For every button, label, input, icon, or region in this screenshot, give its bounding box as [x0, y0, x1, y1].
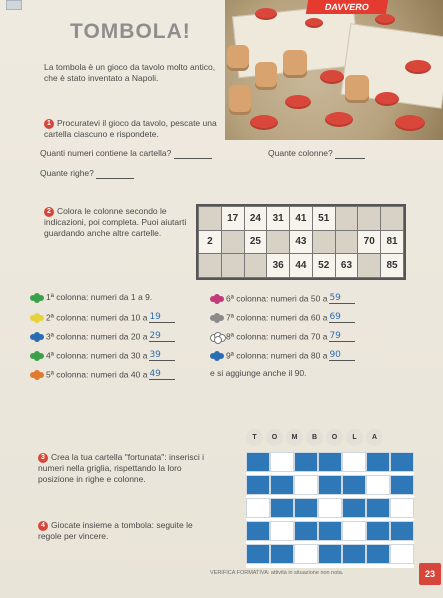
column-item	[30, 368, 175, 380]
grid-cell[interactable]	[390, 475, 414, 495]
column-answer-field[interactable]	[149, 368, 175, 380]
cartella-cell[interactable]: 52	[312, 254, 335, 278]
grid-cell[interactable]	[342, 544, 366, 564]
task1-question-numeri	[40, 148, 212, 159]
cartella-cell[interactable]: 63	[335, 254, 358, 278]
clover-icon	[30, 351, 44, 361]
cartella-row	[199, 230, 404, 254]
letter-circle: O	[326, 429, 343, 446]
cartella-cell[interactable]: 36	[267, 254, 290, 278]
grid-cell[interactable]	[366, 544, 390, 564]
column-item	[210, 349, 355, 361]
cartella-cell[interactable]: 25	[244, 230, 267, 254]
cartella-cell[interactable]	[199, 207, 222, 231]
grid-cell[interactable]	[366, 475, 390, 495]
column-answer: 59	[329, 293, 341, 303]
column-answer: 19	[149, 312, 161, 322]
cartella-cell[interactable]: 31	[267, 207, 290, 231]
cartella-cell[interactable]	[358, 254, 381, 278]
task3-text	[38, 452, 213, 485]
cartella-row	[199, 207, 404, 231]
column-item	[30, 330, 175, 342]
fortunata-grid[interactable]	[246, 434, 414, 568]
tombola-letters	[246, 426, 414, 448]
column-answer: 49	[149, 369, 161, 379]
cartella-cell[interactable]: 51	[312, 207, 335, 231]
tombola-photo	[225, 0, 443, 140]
column-answer: 29	[149, 331, 161, 341]
column-text: 5ª colonna: numeri da 40 a	[46, 369, 148, 380]
clover-icon	[210, 294, 224, 304]
cartella-row	[199, 254, 404, 278]
grid-cell[interactable]	[294, 475, 318, 495]
grid-cell[interactable]	[366, 452, 390, 472]
grid-cell[interactable]	[270, 475, 294, 495]
task1-text	[44, 118, 229, 140]
column-text: e si aggiunge anche il 90.	[210, 368, 307, 378]
column-text: 9ª colonna: numeri da 80 a	[226, 350, 328, 361]
intro-text: La tombola è un gioco da tavolo molto antico, che è stato inventato a Napoli.	[44, 62, 216, 83]
column-item	[210, 292, 355, 304]
grid-cell[interactable]	[366, 521, 390, 541]
column-answer-field[interactable]	[329, 292, 355, 304]
grid-cell[interactable]	[270, 521, 294, 541]
task2-text	[44, 206, 194, 239]
column-answer: 69	[329, 312, 341, 322]
grid-cell[interactable]	[246, 521, 270, 541]
cartella-cell[interactable]	[199, 254, 222, 278]
column-text: 6ª colonna: numeri da 50 a	[226, 293, 328, 304]
grid-cell[interactable]	[342, 452, 366, 472]
column-answer-field[interactable]	[149, 349, 175, 361]
letter-circle: T	[246, 429, 263, 446]
task3-instruction: Crea la tua cartella "fortunata": inserisci i numeri nella griglia, rispettando la loro posizione in righe e colonne.	[38, 452, 204, 484]
cartella-table	[196, 204, 406, 280]
cartella-cell[interactable]	[335, 230, 358, 254]
task1-number: 1	[44, 119, 54, 129]
cartella-cell[interactable]: 41	[290, 207, 313, 231]
cartella-cell[interactable]	[335, 207, 358, 231]
task2-number: 2	[44, 207, 54, 217]
grid-cell[interactable]	[270, 498, 294, 518]
page-title: TOMBOLA!	[70, 20, 191, 43]
cartella-cell[interactable]	[221, 254, 244, 278]
column-item	[30, 349, 175, 361]
task4-number: 4	[38, 521, 48, 531]
page-number: 23	[419, 563, 441, 585]
column-answer-field[interactable]	[149, 311, 175, 323]
cartella-cell[interactable]: 85	[381, 254, 404, 278]
grid-cell[interactable]	[270, 544, 294, 564]
task4-instruction: Giocate insieme a tombola: seguite le regole per vincere.	[38, 520, 193, 541]
grid-cell[interactable]	[390, 498, 414, 518]
task1-instruction: Procuratevi il gioco da tavolo, pescate una cartella ciascuno e rispondete.	[44, 118, 217, 139]
grid-cell[interactable]	[246, 498, 270, 518]
task4-text	[38, 520, 208, 542]
cartella-cell[interactable]	[221, 230, 244, 254]
grid-cell[interactable]	[342, 521, 366, 541]
letter-circle: O	[266, 429, 283, 446]
grid-cell[interactable]	[390, 452, 414, 472]
letter-circle: A	[366, 429, 383, 446]
clover-icon	[30, 293, 44, 303]
grid-cell[interactable]	[246, 452, 270, 472]
task2-instruction: Colora le colonne secondo le indicazioni, poi completa. Puoi aiutarti guardando anche altre cartelle.	[44, 206, 187, 238]
question-numeri: Quanti numeri contiene la cartella?	[40, 148, 172, 158]
publisher-logo	[6, 0, 22, 10]
cartella-cell[interactable]: 44	[290, 254, 313, 278]
clover-icon	[30, 313, 44, 323]
task1-question-colonne	[268, 148, 365, 159]
cartella-cell[interactable]	[312, 230, 335, 254]
grid-cell[interactable]	[294, 452, 318, 472]
column-text: 2ª colonna: numeri da 10 a	[46, 312, 148, 323]
cartella-cell[interactable]: 43	[290, 230, 313, 254]
grid-cell[interactable]	[318, 475, 342, 495]
cartella-cell[interactable]: 70	[358, 230, 381, 254]
clover-icon	[30, 332, 44, 342]
column-item	[210, 368, 306, 378]
column-text: 7ª colonna: numeri da 60 a	[226, 312, 328, 323]
letter-circle: B	[306, 429, 323, 446]
grid-cell[interactable]	[318, 498, 342, 518]
column-answer-field[interactable]	[329, 330, 355, 342]
grid-cell[interactable]	[390, 521, 414, 541]
cartella-cell[interactable]: 24	[244, 207, 267, 231]
clover-icon	[210, 351, 224, 361]
column-item	[30, 311, 175, 323]
column-answer: 90	[329, 350, 341, 360]
column-answer-field[interactable]	[149, 330, 175, 342]
grid-cell[interactable]	[246, 475, 270, 495]
answer-numeri-field[interactable]	[174, 158, 212, 159]
grid-cell[interactable]	[342, 475, 366, 495]
grid-cell[interactable]	[342, 498, 366, 518]
column-item	[210, 311, 355, 323]
answer-colonne-field[interactable]	[335, 158, 365, 159]
grid-cell[interactable]	[270, 452, 294, 472]
letter-circle: M	[286, 429, 303, 446]
column-text: 1ª colonna: numeri da 1 a 9.	[46, 292, 153, 302]
grid-cell[interactable]	[294, 521, 318, 541]
task3-number: 3	[38, 453, 48, 463]
grid-cell[interactable]	[318, 521, 342, 541]
grid-cell[interactable]	[390, 544, 414, 564]
clover-icon	[210, 332, 224, 342]
letter-circle: L	[346, 429, 363, 446]
column-text: 8ª colonna: numeri da 70 a	[226, 331, 328, 342]
answer-righe-field[interactable]	[96, 178, 134, 179]
grid-cell[interactable]	[294, 498, 318, 518]
cartella-cell[interactable]: 2	[199, 230, 222, 254]
cartella-cell[interactable]: 17	[221, 207, 244, 231]
clover-icon	[210, 313, 224, 323]
grid-cell[interactable]	[318, 452, 342, 472]
question-colonne: Quante colonne?	[268, 148, 333, 158]
grid-cell[interactable]	[246, 544, 270, 564]
grid-cell[interactable]	[294, 544, 318, 564]
clover-icon	[30, 370, 44, 380]
column-text: 3ª colonna: numeri da 20 a	[46, 331, 148, 342]
cartella-cell[interactable]	[244, 254, 267, 278]
column-item	[210, 330, 355, 342]
cartella-cell[interactable]	[267, 230, 290, 254]
banner-davvero: DAVVERO	[306, 0, 388, 14]
cartella-cell[interactable]	[381, 207, 404, 231]
column-item	[30, 292, 152, 303]
cartella-cell[interactable]: 81	[381, 230, 404, 254]
column-answer-field[interactable]	[329, 349, 355, 361]
question-righe: Quante righe?	[40, 168, 94, 178]
column-answer: 79	[329, 331, 341, 341]
column-text: 4ª colonna: numeri da 30 a	[46, 350, 148, 361]
column-answer-field[interactable]	[329, 311, 355, 323]
cartella-cell[interactable]	[358, 207, 381, 231]
grid-cell[interactable]	[366, 498, 390, 518]
task1-question-righe	[40, 168, 134, 179]
column-answer: 39	[149, 350, 161, 360]
footer-label: VERIFICA FORMATIVA: attività in situazione non nota.	[210, 570, 344, 576]
grid-cell[interactable]	[318, 544, 342, 564]
